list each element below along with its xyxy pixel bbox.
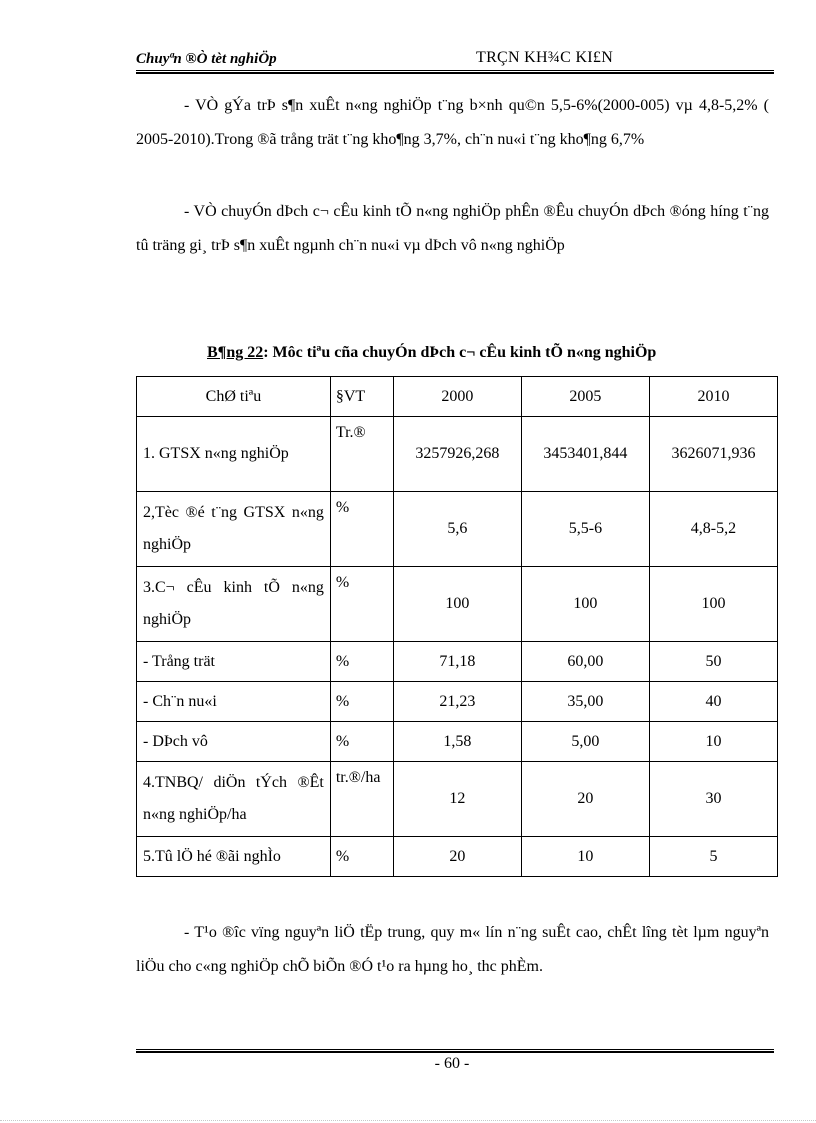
row-value-2005: 5,5-6 [521,492,649,567]
row-value-2005: 60,00 [521,642,649,682]
row-value-2000: 20 [393,837,521,877]
table-row [137,642,778,682]
row-value-2005: 100 [521,567,649,642]
header-year-2005: 2005 [521,377,649,417]
row-indicator: 2,Tèc ®é t¨ng GTSX n«ng nghiÖp [137,492,331,567]
row-unit: % [330,567,393,642]
row-value-2005: 5,00 [521,722,649,762]
footer-rule [136,1049,774,1050]
row-value-2005: 20 [521,762,649,837]
row-indicator: 1. GTSX n«ng nghiÖp [137,417,331,492]
table-row [137,682,778,722]
row-value-2000: 21,23 [393,682,521,722]
row-value-2005: 35,00 [521,682,649,722]
paragraph-raw-material-zones: - T¹o ®îc vïng nguyªn liÖ tËp trung, quy m« lín n¨ng suÊt cao, chÊt lîng tèt lµm nguyªn liÖu cho c«ng nghiÖp chÕ biÕn ®Ó t¹o ra hµng ho¸ thc phÈm. [136,924,769,975]
row-value-2010: 30 [649,762,777,837]
header-rule [136,70,774,71]
row-value-2000: 71,18 [393,642,521,682]
targets-table [136,376,778,877]
row-unit: % [330,492,393,567]
paragraph-growth-value: - VÒ gÝa trÞ s¶n xuÊt n«ng nghiÖp t¨ng b×nh qu©n 5,5-6%(2000-005) vµ 4,8-5,2% ( 2005-2010).Trong ®ã trång trät t¨ng kho¶ng 3,7%, ch¨n nu«i t¨ng kho¶ng 6,7% [136,97,769,148]
row-unit: % [330,837,393,877]
row-value-2000: 100 [393,567,521,642]
row-value-2005: 3453401,844 [521,417,649,492]
row-unit: Tr.® [330,417,393,492]
table-row [137,492,778,567]
row-unit: % [330,642,393,682]
header-rule-thick [136,72,774,74]
table-row [137,567,778,642]
row-value-2000: 1,58 [393,722,521,762]
header-author-name: TRÇN KH¾C KI£N [476,49,614,66]
table-header-row [137,377,778,417]
row-value-2000: 12 [393,762,521,837]
row-value-2010: 50 [649,642,777,682]
table-row [137,417,778,492]
row-value-2005: 10 [521,837,649,877]
row-value-2010: 10 [649,722,777,762]
row-indicator: 3.C¬ cÊu kinh tÕ n«ng nghiÖp [137,567,331,642]
table-caption-label: B¶ng 22 [207,344,264,361]
row-value-2010: 40 [649,682,777,722]
table-row [137,837,778,877]
row-value-2000: 3257926,268 [393,417,521,492]
row-indicator: - Ch¨n nu«i [137,682,331,722]
row-indicator: - Trång trät [137,642,331,682]
row-indicator: - DÞch vô [137,722,331,762]
header-unit: §VT [330,377,393,417]
row-indicator: 4.TNBQ/ diÖn tÝch ®Êt n«ng nghiÖp/ha [137,762,331,837]
header-document-title: Chuyªn ®Ò tèt nghiÖp [136,51,277,67]
row-value-2010: 4,8-5,2 [649,492,777,567]
row-unit: % [330,722,393,762]
row-value-2010: 100 [649,567,777,642]
row-value-2000: 5,6 [393,492,521,567]
row-value-2010: 3626071,936 [649,417,777,492]
table-caption-text: : Môc tiªu cña chuyÓn dÞch c¬ cÊu kinh tÕ n«ng nghiÖp [263,344,657,361]
row-value-2010: 5 [649,837,777,877]
row-indicator: 5.Tû lÖ hé ®ãi nghÌo [137,837,331,877]
table-row [137,722,778,762]
table-row [137,762,778,837]
header-year-2010: 2010 [649,377,777,417]
row-unit: tr.®/ha [330,762,393,837]
row-unit: % [330,682,393,722]
header-indicator: ChØ tiªu [137,377,331,417]
footer-rule-thick [136,1051,774,1053]
page-bottom-divider [0,1120,816,1121]
paragraph-structural-shift: - VÒ chuyÓn dÞch c¬ cÊu kinh tÕ n«ng nghiÖp phÊn ®Êu chuyÓn dÞch ®óng híng t¨ng tû träng gi¸ trÞ s¶n xuÊt ngµnh ch¨n nu«i vµ dÞch vô n«ng nghiÖp [136,203,769,254]
header-year-2000: 2000 [393,377,521,417]
page-number: - 60 - [434,1055,470,1072]
table-caption [207,344,656,362]
